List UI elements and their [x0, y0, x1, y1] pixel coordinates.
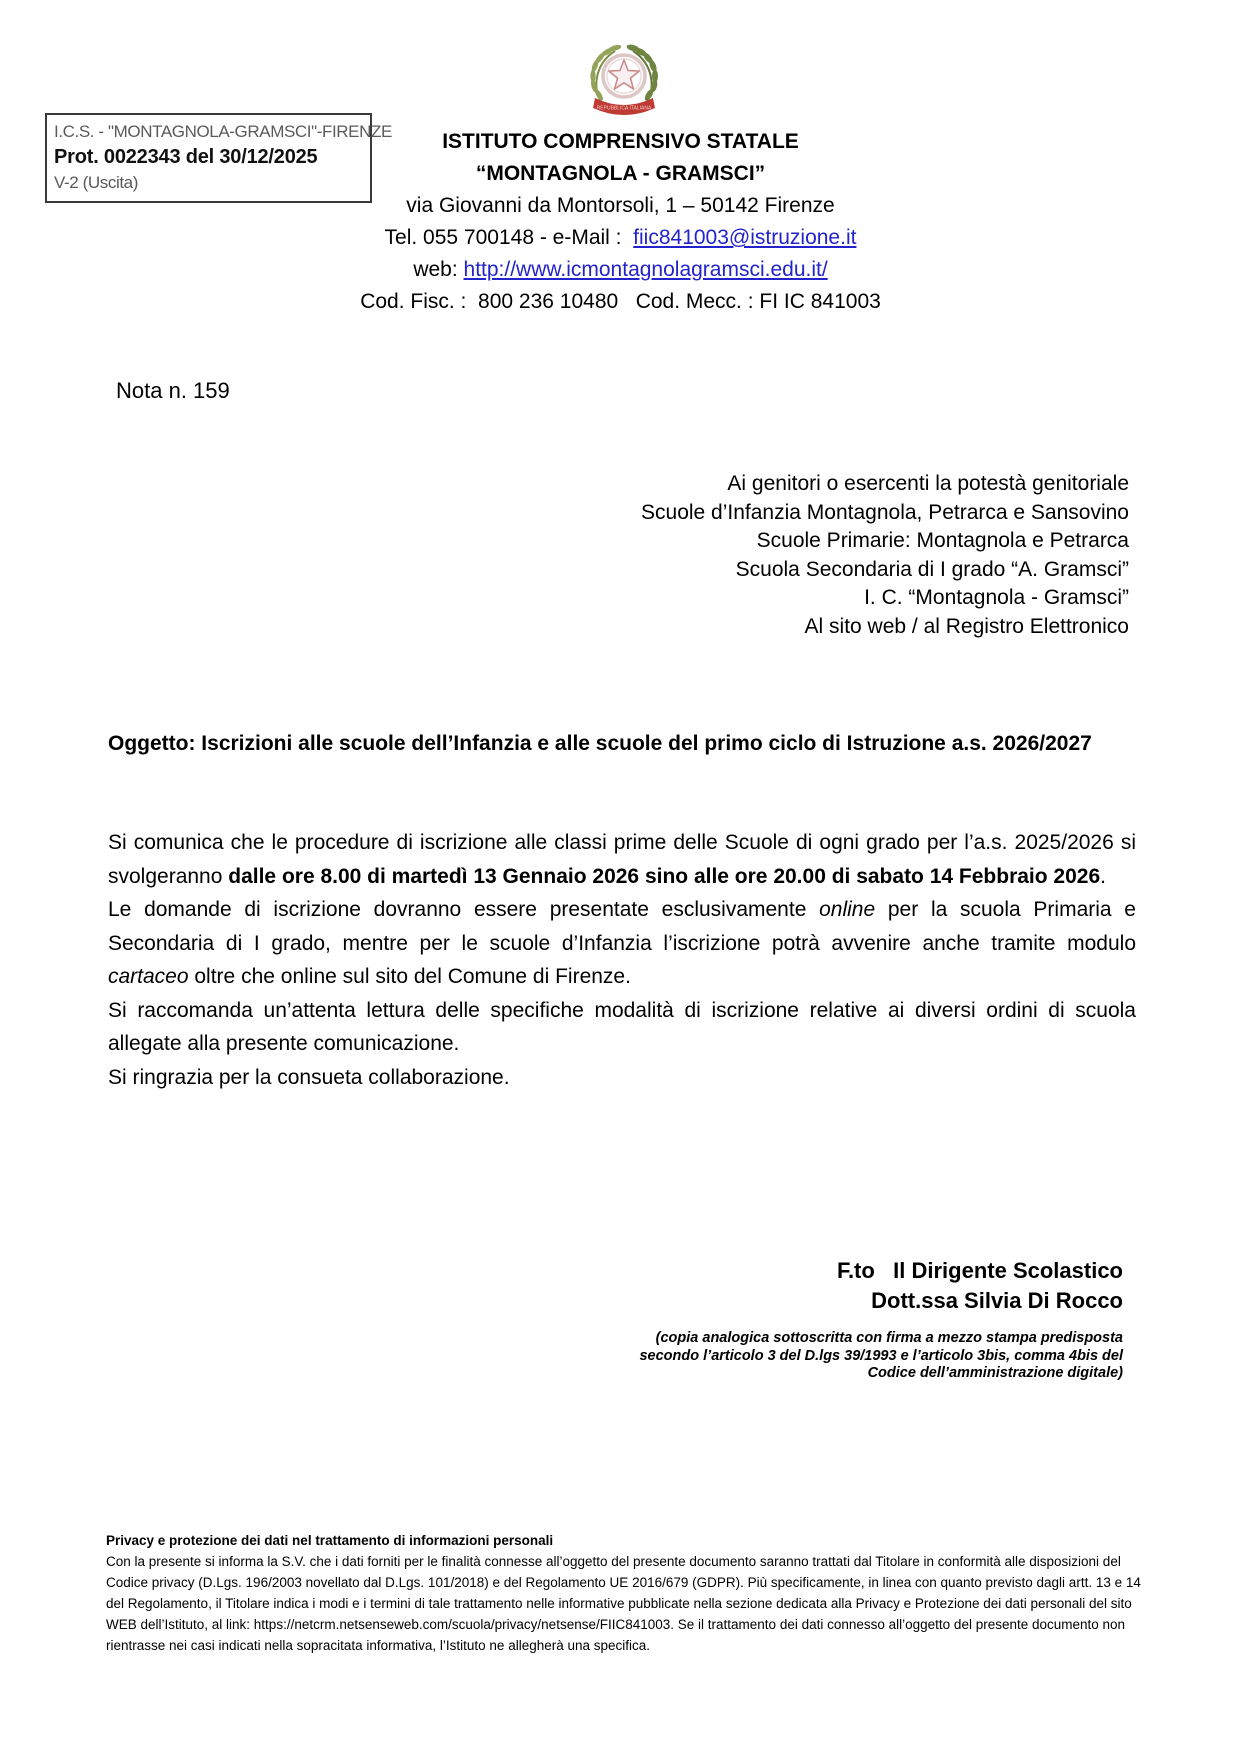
ribbon-text: REPUBBLICA ITALIANA — [596, 105, 652, 112]
recipient-line: I. C. “Montagnola - Gramsci” — [864, 586, 1129, 609]
web-label: web: — [413, 258, 464, 281]
stamp-school-line: I.C.S. - "MONTAGNOLA-GRAMSCI"-FIRENZE — [54, 122, 392, 141]
recipient-line: Scuola Secondaria di I grado “A. Gramsci” — [735, 557, 1129, 581]
p1-text: Si comunica che le procedure di iscrizione alle classi prime delle Scuole di ogni grado per l’a.s. 2025/2026 si svolgeranno — [108, 831, 1136, 888]
body-paragraph-3: Si raccomanda un’attenta lettura delle specifiche modalità di iscrizione relative ai diversi ordini di scuola allegate alla presente comunicazione. — [108, 998, 1136, 1055]
stamp-category-line: V-2 (Uscita) — [54, 173, 138, 192]
privacy-footer — [106, 1530, 1152, 1656]
recipient-line: Scuole Primarie: Montagnola e Petrarca — [756, 529, 1129, 552]
signature-block — [633, 1256, 1123, 1383]
recipient-line: Scuole d’Infanzia Montagnola, Petrarca e Sansovino — [641, 500, 1129, 524]
body-paragraph-2 — [108, 893, 1136, 994]
note-number: Nota n. 159 — [116, 378, 230, 403]
web-line — [0, 254, 1241, 286]
body-paragraph-4: Si ringrazia per la consueta collaborazione. — [108, 1065, 510, 1089]
recipient-line: Al sito web / al Registro Elettronico — [804, 614, 1129, 638]
privacy-text: Con la presente si informa la S.V. che i dati forniti per le finalità connesse all’oggetto del presente documento saranno trattati dal Titolare in conformità alle disposizioni del Codice privacy (D.Lgs. 196/2003 novellato dal D.Lgs. 101/2018) e del Regolamento UE 2016/679 (GDPR). Più specificamente, in linea con quanto previsto dagli artt. 13 e 14 del Regolamento, il Titolare indica i modi e i termini di tale trattamento nelle informative pubblicate nella sezione dedicata alla Privacy e Protezione dei dati personali del sito WEB dell’Istituto, al link: https://netcrm.netsenseweb.com/scuola/privacy/netsense/FIIC841003. Se il trattamento dei dati connesso all’oggetto del presente documento non rientrasse nei casi indicati nella sopracitata informativa, l’Istituto ne allegherà una specifica. — [106, 1554, 1141, 1653]
school-subname-heading: “MONTAGNOLA - GRAMSCI” — [475, 162, 766, 185]
school-name-heading: ISTITUTO COMPRENSIVO STATALE — [442, 130, 799, 153]
body-paragraph-1 — [108, 826, 1136, 893]
recipient-line: Ai genitori o esercenti la potestà genitoriale — [727, 472, 1129, 495]
email-link[interactable]: fiic841003@istruzione.it — [633, 226, 857, 249]
stamp-protocol-line: Prot. 0022343 del 30/12/2025 — [54, 146, 318, 168]
phone-email-line — [0, 222, 1241, 254]
p1-period: . — [1100, 864, 1106, 888]
signature-name-line: Dott.ssa Silvia Di Rocco — [871, 1288, 1123, 1313]
p2-end-text: oltre che online sul sito del Comune di Firenze. — [188, 965, 631, 988]
signature-role-line: F.to Il Dirigente Scolastico — [836, 1258, 1123, 1283]
fiscal-codes-line: Cod. Fisc. : 800 236 10480 Cod. Mecc. : FI IC 841003 — [360, 290, 881, 313]
p2-text: Le domande di iscrizione dovranno essere presentate esclusivamente — [108, 898, 820, 921]
address-line: via Giovanni da Montorsoli, 1 – 50142 Firenze — [406, 194, 835, 217]
privacy-heading: Privacy e protezione dei dati nel trattamento di informazioni personali — [106, 1533, 554, 1548]
p2-italic-online: online — [819, 898, 876, 921]
letter-body — [108, 826, 1136, 1094]
italian-republic-emblem-logo — [578, 40, 670, 122]
p2-italic-cartaceo: cartaceo — [108, 965, 189, 988]
p2-mid-text: per la scuola Primaria e Secondaria di I grado, mentre per le scuole d’Infanzia l’iscrizione potrà avvenire anche tramite modulo — [108, 898, 1136, 955]
website-link[interactable]: http://www.icmontagnolagramsci.edu.it/ — [463, 258, 828, 281]
signature-legal-note: (copia analogica sottoscritta con firma a mezzo stampa predisposta secondo l’articolo 3 del D.lgs 39/1993 e l’articolo 3bis, comma 4bis del Codice dell’amministrazione digitale) — [639, 1330, 1123, 1381]
p1-bold-dates: dalle ore 8.00 di martedì 13 Gennaio 2026 sino alle ore 20.00 di sabato 14 Febbraio 2026 — [228, 864, 1101, 888]
recipients-block — [641, 470, 1129, 641]
letterhead — [0, 126, 1241, 318]
phone-email-label: Tel. 055 700148 - e-Mail : — [384, 226, 634, 249]
subject-line: Oggetto: Iscrizioni alle scuole dell’Infanzia e alle scuole del primo ciclo di Istruzione a.s. 2026/2027 — [108, 732, 1092, 755]
